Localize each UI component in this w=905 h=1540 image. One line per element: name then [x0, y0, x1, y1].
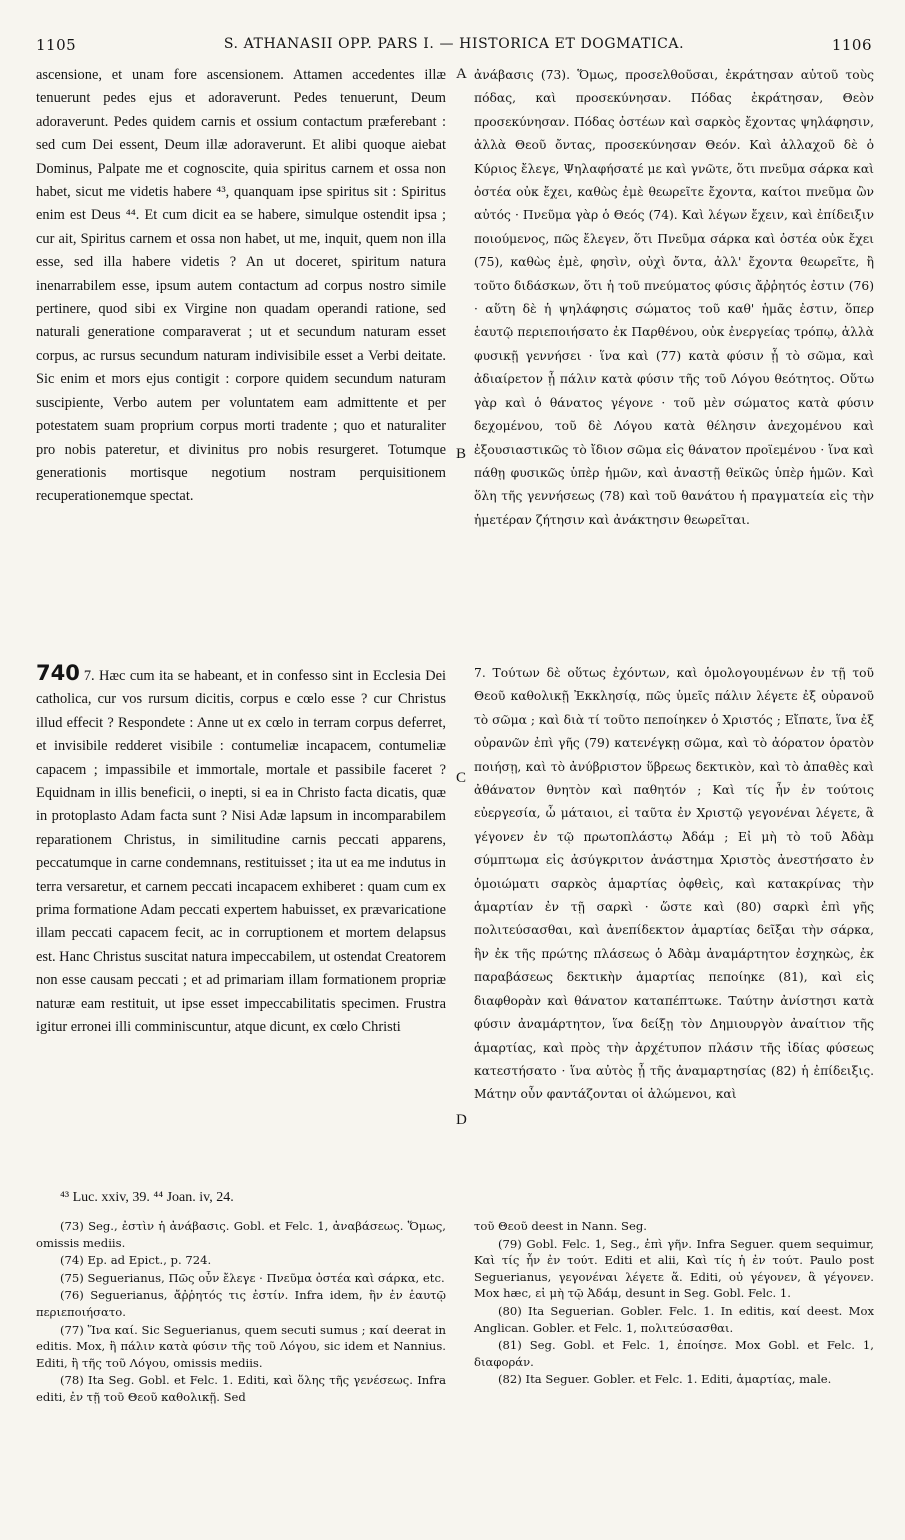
latin-section-7-text: 7. Hæc cum ita se habeant, et in confesso sint in Ecclesia Dei catholica, cur vos rursum dicitis, corpus e cœlo esse ? cur Christus illud effecit ? Respondete : Anne ut ex cœlo in terram corpus deferret, et invisibile redderet visibile : contumeliæ incapacem, contumeliæ capacem ; impassibile et immortale, mortale et passibile faceret ? Equidnam in illis beneficii, o inepti, si ea in Christo facta dicatis, quæ in protoplasto Adam facta sunt ? Nisi Adæ lapsum in incomparabilem reparationem Christus, in similitudine carnis peccati apparens, peccatumque in carne condemnans, restituisset ; ita ut ea me indutus in terra versaretur, et carnem peccati incapacem exhiberet : quam cum ex prima formatione Adam peccati expertem habuisset, ex prævaricatione illam peccati capacem fecit, ac in corruptionem et mortem delapsus est. Hanc Christus suscitat natura impeccabilem, ut ostendat Creatorem non esse causam peccati ; et ad primariam illam formationem propriæ naturæ eam restituit, ut ipse esset impeccabilitatis specimen. Frustra igitur erronei illi comminiscuntur, atque dicunt, ex cœlo Christi: [36, 668, 447, 1036]
latin-column-section-7: [36, 662, 446, 1040]
greek-column-section-7: [474, 662, 874, 1107]
running-header: [36, 36, 872, 58]
running-title: S. ATHANASII OPP. PARS I. — HISTORICA ET DOGMATICA.: [223, 36, 685, 52]
margin-marker-b: B: [456, 446, 467, 462]
latin-section-7: [36, 662, 446, 1040]
note: (82) Ita Seguer. Gobler. et Felc. 1. Editi, ἁμαρτίας, male.: [498, 1372, 832, 1387]
page-number-right: 1106: [831, 36, 872, 54]
greek-section-7: 7. Τούτων δὲ οὕτως ἐχόντων, καὶ ὁμολογουμένων ἐν τῇ τοῦ Θεοῦ καθολικῇ Ἐκκλησίᾳ, πῶς ὑμεῖς πάλιν λέγετε ἐξ οὐρανοῦ τὸ σῶμα ; καὶ διὰ τί τοῦτο πεποίηκεν ὁ Χριστός ; Εἴπατε, ἵνα ἐξ οὐρανῶν ἐπὶ γῆς (79) κατενέγκῃ σῶμα, καὶ τὸ ἀόρατον ὁρατὸν ποιήσῃ, καὶ τὸ ἀνύβριστον ὕβρεως δεκτικὸν, καὶ τὸ ἀπαθὲς καὶ ἀθάνατον θνητὸν καὶ παθητόν ; Καὶ τίς ἦν ἐν τούτοις εὐεργεσία, ὦ μάταιοι, εἰ ταῦτα ἐν Χριστῷ γεγονέναι λέγετε, ἃ γέγονεν ἐν τῷ πρωτοπλάστῳ Ἀδάμ ; Εἰ μὴ τὸ τοῦ Ἀδὰμ σύμπτωμα εἰς ἀσύγκριτον ἀνάστημα Χριστὸς ἀνεστήσατο ἐν ὁμοιώματι σαρκὸς ἁμαρτίας ὀφθεὶς, καὶ κατακρίνας τὴν ἁμαρτίαν ἐν τῇ σαρκὶ · ὥστε καὶ (80) σαρκὶ ἐπὶ γῆς πολιτεύσασθαι, καὶ ἀνεπίδεκτον ἁμαρτίας δεῖξαι τὴν σάρκα, ἣν ἐκ τῆς πρώτης πλάσεως ὁ Ἀδὰμ ἀναμάρτητον ἐσχηκὼς, ἐκ παραβάσεως δεκτικὴν ἁμαρτίας πεποίηκε (81), καὶ εἰς διαφθορὰν καὶ θάνατον καταπέπτωκε. Ταύτην ἀνίστησι κατὰ φύσιν ἀναμάρτητον, ἵνα δείξῃ τὸν Δημιουργὸν ἀναίτιον τῆς ἁμαρτίας, καὶ πρὸς τὴν ἀρχέτυπον πλάσιν τῆς ἰδίας φύσεως κατεστήσατο · ἵνα αὐτὸς ᾖ τῆς ἀναμαρτησίας (82) ἡ ἐπίδειξις. Μάτην οὖν φαντάζονται οἱ ἀλώμενοι, καὶ: [474, 666, 874, 1102]
note: (74) Ep. ad Epict., p. 724.: [60, 1253, 212, 1268]
margin-marker-d: D: [456, 1112, 467, 1128]
note: (75) Seguerianus, Πῶς οὖν ἔλεγε · Πνεῦμα ὀστέα καὶ σάρκα, etc.: [60, 1270, 445, 1285]
column-number: 740: [36, 661, 80, 685]
latin-column-top: [36, 64, 446, 509]
notes-left: [36, 1218, 446, 1407]
note: (73) Seg., ἐστὶν ἡ ἀνάβασις. Gobl. et Felc. 1, ἀναβάσεως. Ὅμως, omissis mediis.: [36, 1219, 446, 1250]
greek-paragraph: ἀνάβασις (73). Ὅμως, προσελθοῦσαι, ἐκράτησαν αὐτοῦ τοὺς πόδας, καὶ προσεκύνησαν. Πόδας ἐκράτησαν, Θεὸν προσεκύνησαν. Πόδας ὀστέων καὶ σαρκὸς ἔχοντας ψηλάφησιν, ἀλλὰ Θεοῦ ὄντας, προσεκύνησαν Θεόν. Καὶ ἀλλαχοῦ δὲ ὁ Κύριος ἔλεγε, Ψηλαφήσατέ με καὶ γνῶτε, ὅτι πνεῦμα σάρκα καὶ ὀστέα οὐκ ἔχει, καθὼς ἐμὲ θεωρεῖτε ἔχοντα, καίτοι πνεῦμα ὢν αὐτός · Πνεῦμα γὰρ ὁ Θεός (74). Καὶ λέγων ἔχειν, καὶ ἐπίδειξιν ποιούμενος, πῶς ἔλεγεν, ὅτι Πνεῦμα σάρκα καὶ ὀστέα οὐκ ἔχει (75), καθὼς ἐμὲ, φησὶν, οὐχὶ ὄντα, ἀλλ' ἔχοντα θεωρεῖτε, ἢ τοῦτο διδάσκων, ὅτι ἡ τοῦ πνεύματος φύσις ἄῤῥητός ἐστιν (76) · αὕτη δὲ ἡ ψηλάφησις σώματος τοῦ καθ' ἡμᾶς ἐστιν, ὅπερ ἑαυτῷ περιεποιήσατο ἐκ Παρθένου, οὐκ ἐνεργείας τρόπῳ, ἀλλὰ φυσικῇ γεννήσει · ἵνα καὶ (77) κατὰ φύσιν ᾖ τὸ σῶμα, καὶ ἀδιαίρετον ᾖ πάλιν κατὰ φύσιν τῆς τοῦ Λόγου θεότητος. Οὕτω γὰρ καὶ ὁ θάνατος γέγονε · τοῦ μὲν σώματος κατὰ φύσιν δεχομένου, τοῦ δὲ Λόγου κατὰ θέλησιν ἀνεχομένου καὶ ἐξουσιαστικῶς τὸ ἴδιον σῶμα εἰς θάνατον προϊεμένου · ἵνα καὶ πάθῃ φυσικῶς ὑπὲρ ἡμῶν, καὶ ἀναστῇ θεϊκῶς ὑπὲρ ἡμῶν. Καὶ ὅλη τῆς γεννήσεως (78) καὶ τοῦ θανάτου ἡ πραγματεία εἰς τὴν ἡμετέραν ζήτησιν καὶ ἀνάκτησιν θεωρεῖται.: [474, 68, 874, 527]
page-number-left: 1105: [36, 36, 77, 54]
scripture-footnotes: ⁴³ Luc. xxiv, 39. ⁴⁴ Joan. iv, 24.: [60, 1190, 234, 1205]
margin-marker-c: C: [456, 770, 467, 786]
notes-right: [474, 1218, 874, 1389]
note: (80) Ita Seguerian. Gobler. Felc. 1. In editis, καί deest. Mox Anglican. Gobler. et Felc. 1, πολιτεύσασθαι.: [474, 1303, 874, 1335]
note: (81) Seg. Gobl. et Felc. 1, ἐποίησε. Mox Gobl. et Felc. 1, διαφοράν.: [474, 1338, 874, 1369]
margin-marker-a: A: [456, 66, 467, 82]
latin-paragraph: ascensione, et unam fore ascensionem. Attamen accedentes illæ tenuerunt pedes ejus et adoraverunt. Pedes tenuerunt, Deum adoraverunt. Pedes quidem carnis et ossium contactum præferebant : sed cum Dei essent, Deum illæ adoraverunt. Et alibi quoque aiebat Dominus, Palpate me et cognoscite, quia spiritus carnem et ossa non habet, sicut me videtis habere ⁴³, quanquam ipse spiritus sit : Spiritus enim est Deus ⁴⁴. Et cum dicit ea se habere, simulque ostendit ipsa ; cur ait, Spiritus carnem et ossa non habet, ut me, inquit, quem non illa esse, sed illa habere videtis ? An ut doceret, spiritum natura inenarrabilem esse, ipsum autem contactum ad corpus nostro simile pertinere, quod sibi ex Virgine non quadam operandi ratione, sed naturali generatione comparaverat ; ut et secundum naturam esset corpus, ac rursus secundum naturam indivisibile esset a Verbi deitate. Sic enim et mors ejus contigit : corpore quidem secundum naturam suscipiente, Verbo autem per voluntatem eam admittente et per potestatem suam proprium corpus morti tradente ; quo et naturaliter pro nobis pateretur, et divinitus pro nobis resurgeret. Totumque generationis mortisque negotium nostram perquisitionem recuperationemque spectat.: [36, 67, 446, 505]
note: (76) Seguerianus, ἄῤῥητός τις ἐστίν. Infra idem, ἣν ἐν ἑαυτῷ περιεποιήσατο.: [36, 1288, 446, 1319]
note: (78) Ita Seg. Gobl. et Felc. 1. Editi, καὶ ὅλης τῆς γενέσεως. Infra editi, ἐν τῇ τοῦ Θεοῦ καθολικῇ. Sed: [36, 1373, 446, 1404]
note: (79) Gobl. Felc. 1, Seg., ἐπὶ γῆν. Infra Seguer. quem sequimur, Καὶ τίς ἦν ἐν τούτ. Editi et alii, Καὶ τίς ἡ ἐν τούτ. Paulo post Seguerianus, γεγονέναι λέγετε ἅ. Editi, οὐ γέγονεν, ἃ γέγονεν. Mox hæc, εἰ μὴ τῷ Ἀδάμ, desunt in Seg. Gobl. Felc. 1.: [474, 1236, 874, 1301]
note: (77) Ἵνα καί. Sic Seguerianus, quem secuti sumus ; καί deerat in editis. Mox, ἢ πάλιν κατὰ φύσιν τῆς τοῦ Λόγου, sic idem et Nannius. Editi, ἢ τῆς τοῦ Λόγου, omissis mediis.: [36, 1322, 446, 1370]
greek-column-top: [474, 64, 874, 532]
note: τοῦ Θεοῦ deest in Nann. Seg.: [474, 1219, 647, 1233]
